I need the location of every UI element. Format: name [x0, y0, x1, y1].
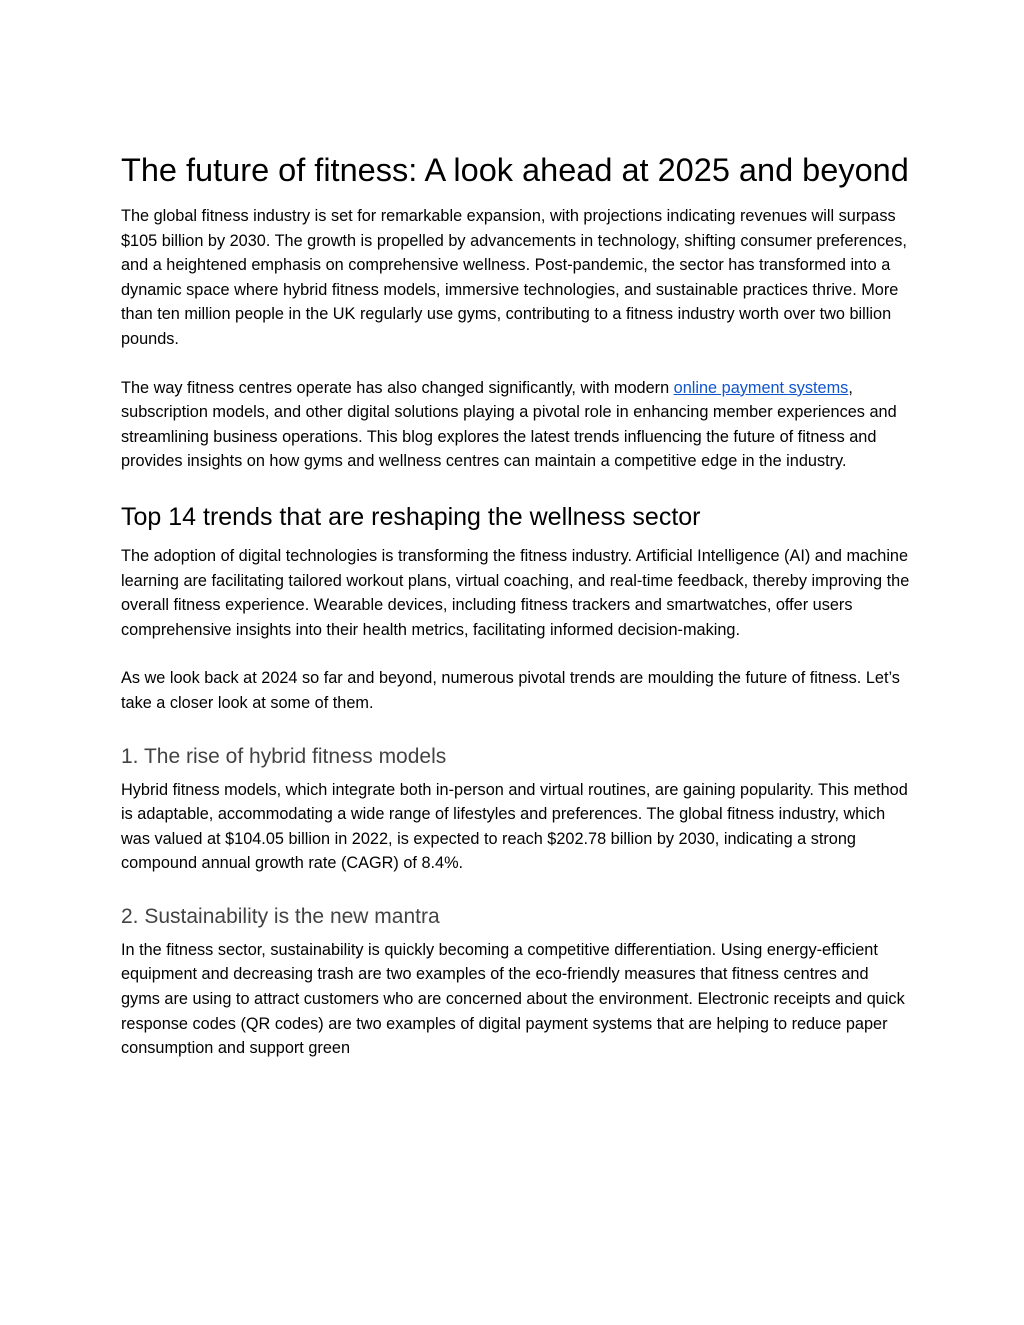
trend-2-body: In the fitness sector, sustainability is quickly becoming a competitive differentiation. Using energy-efficient equipment and decreasing trash are two examples of the eco-friendly measures that fitness centres and gyms are using to attract customers who are concerned about the environment. Electronic receipts and quick response codes (QR codes) are two examples of digital payment systems that are helping to reduce paper consumption and support green — [121, 940, 905, 1058]
intro-paragraph-2-text-start: The way fitness centres operate has also changed significantly, with modern — [121, 378, 674, 397]
trend-2-heading: 2. Sustainability is the new mantra — [121, 904, 440, 928]
intro-paragraph-1: The global fitness industry is set for remarkable expansion, with projections indicating revenues will surpass $105 billion by 2030. The growth is propelled by advancements in technology, shifting consumer preferences, and a heightened emphasis on comprehensive wellness. Post-pandemic, the sector has transformed into a dynamic space where hybrid fitness models, immersive technologies, and sustainable practices thrive. More than ten million people in the UK regularly use gyms, contributing to a fitness industry worth over two billion pounds. — [121, 207, 907, 348]
online-payment-systems-link[interactable]: online payment systems — [673, 378, 849, 397]
section-paragraph-1: The adoption of digital technologies is transforming the fitness industry. Artificial Intelligence (AI) and machine learning are facilitating tailored workout plans, virtual coaching, and real-time feedback, thereby improving the overall fitness experience. Wearable devices, including fitness trackers and smartwatches, offer users comprehensive insights into their health metrics, facilitating informed decision-making. — [121, 546, 910, 639]
section-heading: Top 14 trends that are reshaping the wellness sector — [121, 502, 701, 531]
section-paragraph-2: As we look back at 2024 so far and beyond, numerous pivotal trends are moulding the future of fitness. Let’s take a closer look at some of them. — [121, 669, 900, 712]
intro-paragraph-2 — [121, 376, 911, 474]
trend-1-body: Hybrid fitness models, which integrate both in-person and virtual routines, are gaining popularity. This method is adaptable, accommodating a wide range of lifestyles and preferences. The global fitness industry, which was valued at $104.05 billion in 2022, is expected to reach $202.78 billion by 2030, indicating a strong compound annual growth rate (CAGR) of 8.4%. — [121, 780, 908, 873]
article-title: The future of fitness: A look ahead at 2025 and beyond — [121, 152, 909, 188]
intro-paragraph-2-text-end: , subscription models, and other digital solutions playing a pivotal role in enhancing member experiences and streamlining business operations. This blog explores the latest trends influencing the future of fitness and provides insights on how gyms and wellness centres can maintain a competitive edge in the industry. — [121, 378, 897, 471]
trend-1-heading: 1. The rise of hybrid fitness models — [121, 744, 447, 768]
document-page — [121, 151, 911, 1061]
